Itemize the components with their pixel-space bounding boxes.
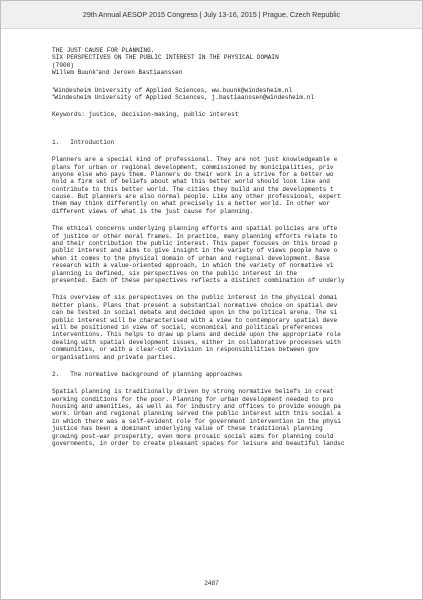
paper-subtitle: SIX PERSPECTIVES ON THE PUBLIC INTEREST IN THE PHYSICAL DOMAIN bbox=[52, 54, 279, 62]
text-line: work. Urban and regional planning served the public interest with this social a bbox=[52, 410, 341, 418]
text-line: will be positioned in view of social, economical and political preferences bbox=[52, 323, 323, 331]
section-2-paragraph-1 bbox=[52, 388, 423, 447]
text-line: better plans. Plans that present a substantial normative choice on spatial dev bbox=[52, 301, 338, 309]
author-list bbox=[52, 69, 423, 76]
text-line: governments, in order to create pleasant spaces for leisure and beautiful landsc bbox=[52, 440, 345, 448]
running-header-band bbox=[1, 1, 422, 29]
text-line: public interest will be characterised with a view to contemporary spatial deve bbox=[52, 316, 338, 324]
section-1-paragraph-3 bbox=[52, 294, 423, 361]
text-line: interventions. This helps to draw up plans and decide upon the appropriate role bbox=[52, 331, 341, 339]
text-line: presented. Each of these perspectives reflects a distinct combination of underly bbox=[52, 276, 345, 284]
text-line: public interest and aims to give insight in the variety of views people have o bbox=[52, 247, 338, 255]
text-line: them may think differently on what precisely is a better world. In other wor bbox=[52, 200, 330, 208]
text-line: research with a value-oriented approach, in which the variety of normative vi bbox=[52, 262, 334, 270]
text-line: housing and amenities, as well as for industry and offices to provide enough pa bbox=[52, 403, 341, 411]
affiliation-1-text: Windesheim University of Applied Sciences, ww.buunk@windesheim.nl bbox=[54, 86, 293, 94]
text-line: cause. But planners are also normal people. Like any other professional, expert bbox=[52, 193, 341, 201]
text-line: when it comes to the physical domain of urban and regional development. Base bbox=[52, 254, 330, 262]
running-header: 29th Annual AESOP 2015 Congress | July 13-16, 2015 | Prague, Czech Republic bbox=[82, 10, 341, 19]
author-sup: 1 bbox=[95, 69, 99, 74]
section-1-heading: 1. Introduction bbox=[52, 138, 115, 146]
author-name: Willem Buunk bbox=[52, 69, 96, 77]
paper-id: (7000) bbox=[52, 61, 74, 69]
text-line: The ethical concerns underlying planning efforts and spatial policies are ofte bbox=[52, 225, 338, 233]
text-line: different views of what is the just cause for planning. bbox=[52, 207, 254, 215]
text-line: growing post-war prosperity, even more prosaic social aims for planning could bbox=[52, 432, 334, 440]
text-line: dealing with spatial development issues, either in collaborative processes with bbox=[52, 338, 341, 346]
text-line: contribute to this better world. The cities they build and the developments t bbox=[52, 185, 334, 193]
text-line: can be tested in social debate and decided upon in the political arena. The si bbox=[52, 309, 338, 317]
text-line: plans for urban or regional development, commissioned by municipalities, priv bbox=[52, 163, 334, 171]
page-number: 2487 bbox=[204, 580, 219, 587]
keywords: Keywords: justice, decision-making, public interest bbox=[52, 111, 239, 119]
affiliation-2-text: Windesheim University of Applied Sciences, j.bastiaanssen@windesheim.nl bbox=[54, 93, 315, 101]
text-line: hold a firm set of beliefs about what this better world should look like and bbox=[52, 178, 330, 186]
text-line: Spatial planning is traditionally driven by strong normative beliefs in creat bbox=[52, 388, 334, 396]
text-line: This overview of six perspectives on the public interest in the physical domai bbox=[52, 294, 338, 302]
text-line: anyone else who pays them. Planners do their work in a strive for a better wo bbox=[52, 170, 334, 178]
text-line: communities, or with a clear-cut division in responsibilities between gov bbox=[52, 346, 319, 354]
section-1-paragraph-2 bbox=[52, 225, 423, 284]
paper-body bbox=[52, 47, 423, 447]
text-line: organisations and private parties. bbox=[52, 353, 177, 361]
text-line: of justice or other moral frames. In practice, many planning efforts relate to bbox=[52, 232, 338, 240]
text-line: justice has been a dominant underlying value of these traditional planning bbox=[52, 425, 323, 433]
affiliation-1 bbox=[52, 87, 423, 94]
paper-title: THE JUST CAUSE FOR PLANNING. bbox=[52, 47, 155, 54]
affiliation-2 bbox=[52, 94, 423, 101]
text-line: planning is defined, six perspectives on the public interest in the bbox=[52, 269, 298, 277]
affiliation-1-sup: 1 bbox=[52, 86, 55, 91]
text-line: Planners are a special kind of professional. They are not just knowledgeable e bbox=[52, 156, 338, 164]
text-line: working conditions for the poor. Planning for urban development needed to pro bbox=[52, 395, 334, 403]
section-2-heading: 2. The normative background of planning approaches bbox=[52, 370, 243, 378]
author-name-rest: and Jeroen Bastiaanssen bbox=[98, 69, 183, 77]
affiliation-2-sup: 2 bbox=[52, 93, 55, 98]
text-line: and their contribution the public interest. This paper focuses on this broad p bbox=[52, 240, 338, 248]
section-1-paragraph-1 bbox=[52, 156, 423, 215]
text-line: in which there was a self-evident role for government intervention in the physi bbox=[52, 417, 341, 425]
